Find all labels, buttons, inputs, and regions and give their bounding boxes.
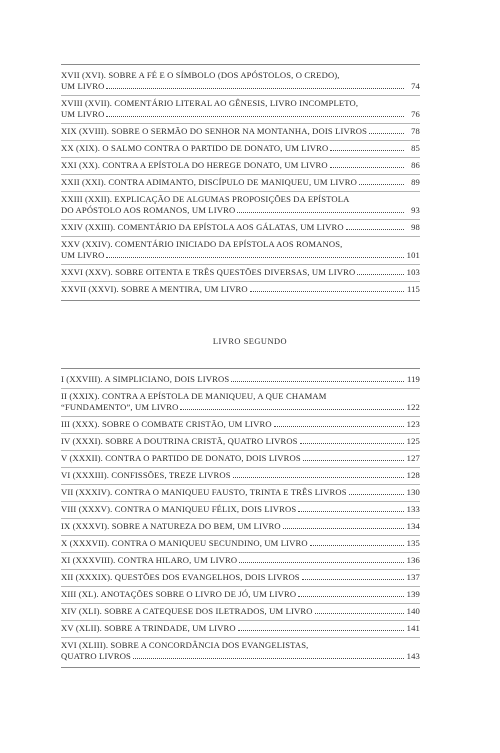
toc-entry-row (61, 284, 420, 295)
dot-leader (106, 81, 404, 89)
toc-entry[interactable] (61, 502, 420, 519)
toc-entry[interactable] (61, 158, 420, 175)
toc-entry-row (61, 109, 420, 120)
toc-entry-title: XX (XIX). O SALMO CONTRA O PARTIDO DE DONATO, UM LIVRO (61, 143, 329, 153)
dot-leader (330, 143, 404, 151)
toc-section-book-two (61, 368, 420, 668)
toc-page-number: 128 (406, 470, 420, 480)
dot-leader (298, 589, 404, 597)
toc-page-number: 89 (411, 177, 420, 187)
toc-entry-title: III (XXX). SOBRE O COMBATE CRISTÃO, UM LIVRO (61, 419, 272, 429)
toc-page-number: 119 (406, 374, 420, 384)
toc-entry[interactable] (61, 468, 420, 485)
toc-entry-row (61, 504, 420, 515)
dot-leader (283, 521, 404, 529)
toc-entry[interactable] (61, 68, 420, 96)
toc-entry[interactable] (61, 553, 420, 570)
toc-entry-title: XIX (XVIII). SOBRE O SERMÃO DO SENHOR NA MONTANHA, DOIS LIVROS (61, 126, 368, 136)
toc-page-number: 130 (406, 487, 420, 497)
dot-leader (330, 160, 404, 168)
toc-page-number: 134 (406, 521, 420, 531)
toc-entry-title-line: XVI (XLIII). SOBRE A CONCORDÂNCIA DOS EVANGELISTAS, (61, 640, 309, 650)
dot-leader (298, 504, 404, 512)
dot-leader (303, 453, 404, 461)
toc-entry-title: QUATRO LIVROS (61, 651, 131, 661)
toc-entry-title: VI (XXXIII). CONFISSÕES, TREZE LIVROS (61, 470, 231, 480)
toc-entry[interactable] (61, 389, 420, 417)
dot-leader (349, 487, 404, 495)
toc-page-number: 78 (411, 126, 420, 136)
dot-leader (359, 177, 404, 185)
toc-entry[interactable] (61, 570, 420, 587)
dot-leader (250, 284, 404, 292)
toc-page-number: 141 (406, 623, 420, 633)
toc-section-book-one (61, 64, 420, 301)
toc-entry-row (61, 470, 420, 481)
toc-entry-title: XIV (XLI). SOBRE A CATEQUESE DOS ILETRADOS, UM LIVRO (61, 606, 313, 616)
toc-entry-row (61, 651, 420, 662)
toc-entry-row (61, 589, 420, 600)
toc-entry-row (61, 606, 420, 617)
toc-page-number: 115 (406, 284, 420, 294)
toc-entry-title: I (XXVIII). A SIMPLICIANO, DOIS LIVROS (61, 374, 230, 384)
dot-leader (357, 267, 404, 275)
toc-entry-title: IX (XXXVI). SOBRE A NATUREZA DO BEM, UM LIVRO (61, 521, 281, 531)
dot-leader (133, 651, 404, 659)
dot-leader (239, 555, 404, 563)
toc-entry[interactable] (61, 282, 420, 298)
toc-entry-title: XV (XLII). SOBRE A TRINDADE, UM LIVRO (61, 623, 236, 633)
toc-entry-row (61, 453, 420, 464)
toc-entry-title: UM LIVRO (61, 81, 105, 91)
toc-entry-row (61, 436, 420, 447)
toc-entry[interactable] (61, 536, 420, 553)
toc-entry-title: XXI (XX). CONTRA A EPÍSTOLA DO HEREGE DONATO, UM LIVRO (61, 160, 328, 170)
toc-entry-row (61, 623, 420, 634)
toc-page-number: 93 (411, 205, 420, 215)
toc-page-number: 125 (406, 436, 420, 446)
section-top-rule (61, 64, 420, 65)
toc-page-number: 101 (406, 250, 420, 260)
toc-entry[interactable] (61, 96, 420, 124)
toc-entry[interactable] (61, 265, 420, 282)
toc-entry-title-line: XVII (XVI). SOBRE A FÉ E O SÍMBOLO (DOS APÓSTOLOS, O CREDO), (61, 70, 340, 80)
toc-entry-title: IV (XXXI). SOBRE A DOUTRINA CRISTÃ, QUATRO LIVROS (61, 436, 298, 446)
toc-page-number: 133 (406, 504, 420, 514)
toc-entry-row (61, 205, 420, 216)
dot-leader (180, 402, 404, 410)
toc-entry-row (61, 126, 420, 137)
toc-entry-title: XXII (XXI). CONTRA ADIMANTO, DISCÍPULO DE MANIQUEU, UM LIVRO (61, 177, 357, 187)
toc-entry-row (61, 143, 420, 154)
toc-entry[interactable] (61, 372, 420, 389)
toc-entry-title: VIII (XXXV). CONTRA O MANIQUEU FÉLIX, DOIS LIVROS (61, 504, 297, 514)
toc-entry-title: XXVII (XXVI). SOBRE A MENTIRA, UM LIVRO (61, 284, 248, 294)
toc-entry-row (61, 222, 420, 233)
dot-leader (369, 126, 404, 134)
toc-page-number: 98 (411, 222, 420, 232)
toc-page-number: 76 (411, 109, 420, 119)
toc-page-number: 139 (406, 589, 420, 599)
toc-entry-title-line: II (XXIX). CONTRA A EPÍSTOLA DE MANIQUEU, A QUE CHAMAM (61, 391, 327, 401)
dot-leader (315, 606, 404, 614)
dot-leader (302, 572, 404, 580)
toc-entry-row (61, 521, 420, 532)
toc-entry-title-line: XXIII (XXII). EXPLICAÇÃO DE ALGUMAS PROPOSIÇÕES DA EPÍSTOLA (61, 194, 350, 204)
toc-entry[interactable] (61, 621, 420, 638)
toc-entry[interactable] (61, 417, 420, 434)
toc-entry-title: UM LIVRO (61, 250, 105, 260)
toc-page-number: 122 (406, 402, 420, 412)
dot-leader (237, 205, 404, 213)
toc-entry[interactable] (61, 485, 420, 502)
toc-entry-row (61, 572, 420, 583)
toc-page-number: 135 (406, 538, 420, 548)
toc-entry[interactable] (61, 237, 420, 265)
toc-entry[interactable] (61, 604, 420, 621)
toc-entry-title: XXIV (XXIII). COMENTÁRIO DA EPÍSTOLA AOS GÁLATAS, UM LIVRO (61, 222, 344, 232)
toc-entry[interactable] (61, 451, 420, 468)
toc-entry[interactable] (61, 519, 420, 536)
toc-entry-title: V (XXXII). CONTRA O PARTIDO DE DONATO, DOIS LIVROS (61, 453, 301, 463)
toc-entry-title: DO APÓSTOLO AOS ROMANOS, UM LIVRO (61, 205, 236, 215)
toc-entry-title-line: XVIII (XVII). COMENTÁRIO LITERAL AO GÊNESIS, LIVRO INCOMPLETO, (61, 98, 359, 108)
toc-entry-row (61, 538, 420, 549)
toc-entry[interactable] (61, 220, 420, 237)
toc-entry[interactable] (61, 124, 420, 141)
toc-entry-title: XI (XXXVIII). CONTRA HILARO, UM LIVRO (61, 555, 238, 565)
toc-entry-row (61, 250, 420, 261)
toc-page-number: 136 (406, 555, 420, 565)
dot-leader (106, 109, 404, 117)
dot-leader (233, 470, 404, 478)
toc-entry-row (61, 402, 420, 413)
toc-page-number: 143 (406, 651, 420, 661)
toc-entry-title: X (XXXVII). CONTRA O MANIQUEU SECUNDINO, UM LIVRO (61, 538, 308, 548)
toc-entry-row (61, 160, 420, 171)
toc-entry-list (61, 372, 420, 665)
toc-entry[interactable] (61, 638, 420, 665)
toc-entry-row (61, 487, 420, 498)
section-top-rule (61, 368, 420, 369)
toc-page-number: 103 (406, 267, 420, 277)
toc-entry-title: “FUNDAMENTO”, UM LIVRO (61, 402, 179, 412)
toc-entry-title: XII (XXXIX). QUESTÕES DOS EVANGELHOS, DOIS LIVROS (61, 572, 300, 582)
toc-entry-list (61, 68, 420, 298)
dot-leader (106, 250, 404, 258)
toc-entry-title: XIII (XL). ANOTAÇÕES SOBRE O LIVRO DE JÓ, UM LIVRO (61, 589, 297, 599)
toc-page-number: 137 (406, 572, 420, 582)
toc-entry[interactable] (61, 587, 420, 604)
section-heading-livro-segundo: LIVRO SEGUNDO (212, 337, 288, 346)
toc-entry-title: XXVI (XXV). SOBRE OITENTA E TRÊS QUESTÕES DIVERSAS, UM LIVRO (61, 267, 356, 277)
toc-entry[interactable] (61, 175, 420, 192)
dot-leader (300, 436, 404, 444)
section-bottom-rule (61, 667, 420, 668)
toc-entry-row (61, 555, 420, 566)
toc-page-number: 123 (406, 419, 420, 429)
toc-entry[interactable] (61, 434, 420, 451)
toc-entry-row (61, 374, 420, 385)
toc-entry-row (61, 419, 420, 430)
toc-page-number: 140 (406, 606, 420, 616)
dot-leader (310, 538, 404, 546)
toc-entry-title-line: XXV (XXIV). COMENTÁRIO INICIADO DA EPÍSTOLA AOS ROMANOS, (61, 239, 343, 249)
dot-leader (231, 374, 404, 382)
toc-page-number: 86 (411, 160, 420, 170)
toc-entry-title: UM LIVRO (61, 109, 105, 119)
toc-entry-title: VII (XXXIV). CONTRA O MANIQUEU FAUSTO, TRINTA E TRÊS LIVROS (61, 487, 347, 497)
toc-page-number: 74 (411, 81, 420, 91)
toc-entry[interactable] (61, 192, 420, 220)
toc-entry[interactable] (61, 141, 420, 158)
toc-entry-row (61, 81, 420, 92)
toc-entry-row (61, 267, 420, 278)
dot-leader (238, 623, 404, 631)
toc-page-number: 127 (406, 453, 420, 463)
section-bottom-rule (61, 300, 420, 301)
toc-page-number: 85 (411, 143, 420, 153)
dot-leader (274, 419, 404, 427)
dot-leader (346, 222, 404, 230)
toc-entry-row (61, 177, 420, 188)
